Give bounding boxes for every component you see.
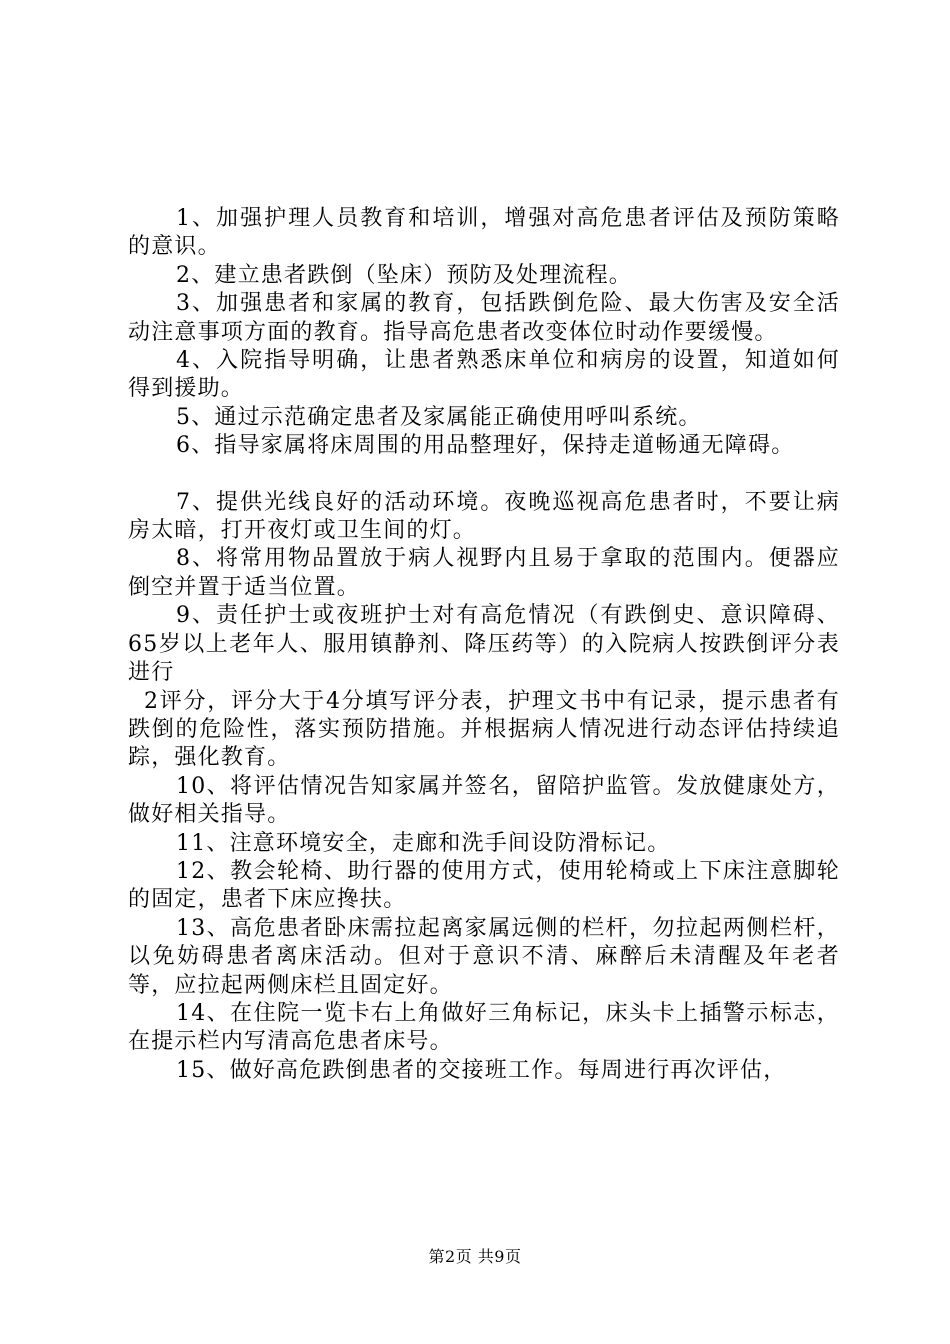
page-footer	[0, 1244, 950, 1267]
paragraph-15: 15、做好高危跌倒患者的交接班工作。每周进行再次评估，	[176, 1057, 787, 1083]
paragraph-9-continued: 2评分，评分大于4分填写评分表，护理文书中有记录，提示患者有跌倒的危险性，落实预防措施。并根据病人情况进行动态评估持续追踪，强化教育。	[128, 688, 840, 771]
paragraph-4: 4、入院指导明确，让患者熟悉床单位和病房的设置，知道如何得到援助。	[128, 348, 840, 402]
paragraph-6: 6、指导家属将床周围的用品整理好，保持走道畅通无障碍。	[176, 433, 795, 459]
paragraph-3: 3、加强患者和家属的教育，包括跌倒危险、最大伤害及安全活动注意事项方面的教育。指导高危患者改变体位时动作要缓慢。	[128, 291, 840, 345]
paragraph-13: 13、高危患者卧床需拉起离家属远侧的栏杆，勿拉起两侧栏杆，以免妨碍患者离床活动。但对于意识不清、麻醉后未清醒及年老者等，应拉起两侧床栏且固定好。	[128, 915, 840, 998]
paragraph-12: 12、教会轮椅、助行器的使用方式，使用轮椅或上下床注意脚轮的固定，患者下床应搀扶。	[128, 858, 840, 913]
paragraph-11: 11、注意环境安全，走廊和洗手间设防滑标记。	[176, 830, 671, 856]
page-number: 第2页 共9页	[428, 1247, 522, 1266]
paragraph-10: 10、将评估情况告知家属并签名，留陪护监管。发放健康处方，做好相关指导。	[128, 773, 840, 828]
paragraph-14: 14、在住院一览卡右上角做好三角标记，床头卡上插警示标志，在提示栏内写清高危患者床号。	[128, 1000, 840, 1055]
paragraph-5: 5、通过示范确定患者及家属能正确使用呼叫系统。	[176, 404, 702, 430]
paragraph-7: 7、提供光线良好的活动环境。夜晚巡视高危患者时，不要让病房太暗，打开夜灯或卫生间的灯。	[128, 489, 840, 544]
paragraph-1: 1、加强护理人员教育和培训，增强对高危患者评估及预防策略的意识。	[128, 206, 840, 260]
paragraph-9: 9、责任护士或夜班护士对有高危情况（有跌倒史、意识障碍、65岁以上老年人、服用镇静剂、降压药等）的入院病人按跌倒评分表进行	[128, 603, 840, 686]
paragraph-8: 8、将常用物品置放于病人视野内且易于拿取的范围内。便器应倒空并置于适当位置。	[128, 546, 840, 600]
document-body	[128, 205, 840, 1085]
paragraph-2: 2、建立患者跌倒（坠床）预防及处理流程。	[176, 262, 632, 288]
